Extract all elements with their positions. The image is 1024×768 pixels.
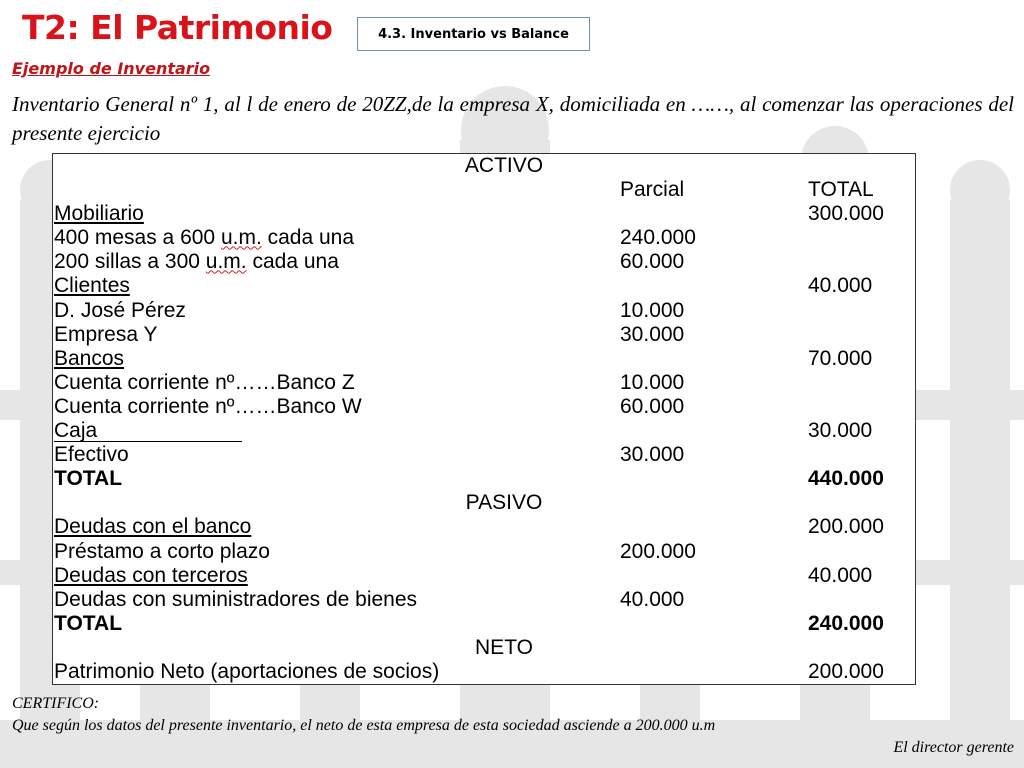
table-row: Deudas con terceros 40.000 — [54, 563, 873, 587]
table-row: Caja 30.000 — [54, 419, 873, 443]
certificate-body: Que según los datos del presente inventario, el neto de esta empresa de esta sociedad asciende a 200.000 u.m — [12, 717, 716, 734]
table-row: 400 mesas a 600 u.m. cada una 240.000 — [54, 226, 696, 250]
column-headers — [53, 178, 915, 202]
example-subtitle: Ejemplo de Inventario — [12, 59, 211, 78]
table-row: Clientes 40.000 — [54, 274, 873, 298]
table-row: Empresa Y 30.000 — [54, 322, 685, 346]
pasivo-heading: PASIVO — [465, 491, 543, 515]
total-activo-row: TOTAL 440.000 — [54, 467, 884, 491]
certificate-block — [12, 693, 1014, 759]
table-row: Mobiliario 300.000 — [54, 202, 884, 226]
table-row: Efectivo 30.000 — [54, 443, 685, 467]
table-row: Patrimonio Neto (aportaciones de socios) 200.000 — [54, 659, 884, 683]
table-row: Deudas con suministradores de bienes 40.000 — [54, 587, 685, 611]
table-row: Cuenta corriente nº……Banco Z 10.000 — [54, 370, 685, 394]
signature-line: El director gerente — [893, 739, 1014, 756]
table-row: D. José Pérez 10.000 — [54, 298, 685, 322]
neto-heading: NETO — [475, 635, 533, 659]
activo-heading: ACTIVO — [464, 154, 544, 177]
intro-paragraph: Inventario General nº 1, al l de enero de 20ZZ,de la empresa X, domiciliada en ……, al comenzar las operaciones del presente ejercicio — [12, 92, 1014, 145]
total-pasivo-row: TOTAL 240.000 — [54, 611, 884, 635]
table-row: 200 sillas a 300 u.m. cada una 60.000 — [54, 250, 685, 274]
section-badge: 4.3. Inventario vs Balance — [357, 17, 590, 51]
col-total-header: TOTAL — [808, 178, 874, 202]
table-row: Bancos 70.000 — [54, 346, 873, 370]
col-parcial-header: Parcial — [620, 178, 685, 202]
inventory-table — [52, 153, 916, 685]
certificate-heading: CERTIFICO: — [12, 695, 100, 712]
table-row: Cuenta corriente nº……Banco W 60.000 — [54, 394, 685, 418]
table-row: Préstamo a corto plazo 200.000 — [54, 539, 696, 563]
page-title: T2: El Patrimonio — [22, 8, 333, 47]
table-row: Deudas con el banco 200.000 — [54, 515, 884, 539]
